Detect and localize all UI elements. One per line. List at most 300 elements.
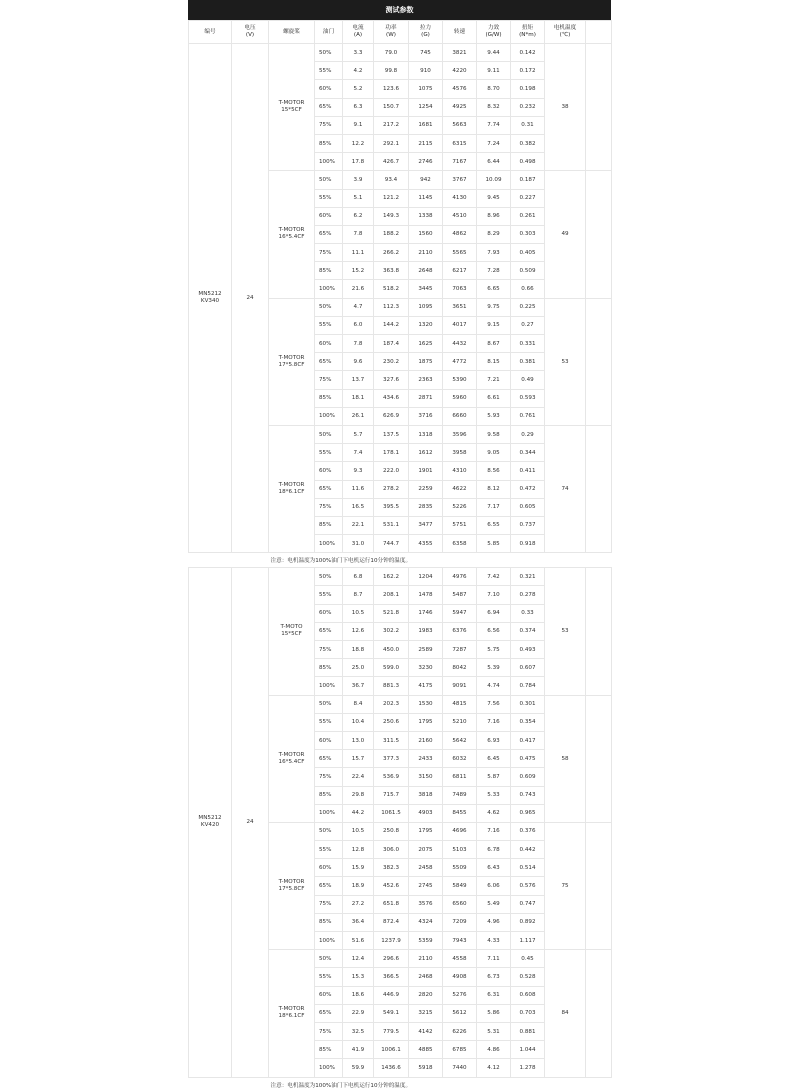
torque-cell: 0.261: [511, 207, 545, 225]
power-cell: 250.6: [374, 713, 409, 731]
efficiency-cell: 8.70: [477, 80, 511, 98]
table-row: [189, 44, 612, 62]
throttle-cell: 60%: [315, 859, 343, 877]
efficiency-cell: 5.33: [477, 786, 511, 804]
rpm-cell: 5276: [443, 986, 477, 1004]
current-cell: 3.9: [343, 171, 374, 189]
current-cell: 9.1: [343, 116, 374, 134]
rpm-cell: 5210: [443, 713, 477, 731]
thrust-cell: 1795: [409, 713, 443, 731]
power-cell: 144.2: [374, 316, 409, 334]
rpm-cell: 4310: [443, 462, 477, 480]
efficiency-cell: 7.16: [477, 713, 511, 731]
torque-cell: 0.498: [511, 153, 545, 171]
header-spacer: [586, 21, 612, 44]
power-cell: 881.3: [374, 677, 409, 695]
torque-cell: 0.593: [511, 389, 545, 407]
rpm-cell: 4510: [443, 207, 477, 225]
motor-temp-cell: 53: [545, 298, 586, 425]
thrust-cell: 2589: [409, 641, 443, 659]
thrust-cell: 1681: [409, 116, 443, 134]
torque-cell: 0.737: [511, 516, 545, 534]
rpm-cell: 6376: [443, 622, 477, 640]
rpm-cell: 3596: [443, 425, 477, 443]
efficiency-cell: 7.24: [477, 134, 511, 152]
header-propeller: 螺旋桨: [269, 21, 315, 44]
current-cell: 32.5: [343, 1022, 374, 1040]
model-cell: MN5212 KV340: [189, 44, 232, 553]
rpm-cell: 4576: [443, 80, 477, 98]
thrust-cell: 3576: [409, 895, 443, 913]
efficiency-cell: 6.56: [477, 622, 511, 640]
propeller-cell: T-MOTOR 15*5CF: [269, 44, 315, 171]
throttle-cell: 85%: [315, 1041, 343, 1059]
efficiency-cell: 5.93: [477, 407, 511, 425]
thrust-cell: 2871: [409, 389, 443, 407]
efficiency-cell: 7.56: [477, 695, 511, 713]
power-cell: 112.3: [374, 298, 409, 316]
current-cell: 36.7: [343, 677, 374, 695]
throttle-cell: 50%: [315, 695, 343, 713]
power-cell: 779.5: [374, 1022, 409, 1040]
thrust-cell: 2110: [409, 950, 443, 968]
motor-temp-cell: 38: [545, 44, 586, 171]
current-cell: 9.3: [343, 462, 374, 480]
torque-cell: 0.784: [511, 677, 545, 695]
thrust-cell: 1075: [409, 80, 443, 98]
table-body: [189, 44, 612, 1092]
current-cell: 11.6: [343, 480, 374, 498]
current-cell: 9.6: [343, 353, 374, 371]
torque-cell: 1.117: [511, 932, 545, 950]
rpm-cell: 9091: [443, 677, 477, 695]
rpm-cell: 7943: [443, 932, 477, 950]
spacer-cell: [586, 425, 612, 552]
power-cell: 162.2: [374, 568, 409, 586]
torque-cell: 0.232: [511, 98, 545, 116]
throttle-cell: 55%: [315, 444, 343, 462]
rpm-cell: 7489: [443, 786, 477, 804]
thrust-cell: 942: [409, 171, 443, 189]
efficiency-cell: 5.75: [477, 641, 511, 659]
current-cell: 12.4: [343, 950, 374, 968]
efficiency-cell: 8.29: [477, 225, 511, 243]
torque-cell: 0.227: [511, 189, 545, 207]
torque-cell: 0.442: [511, 841, 545, 859]
current-cell: 18.8: [343, 641, 374, 659]
throttle-cell: 85%: [315, 786, 343, 804]
torque-cell: 0.29: [511, 425, 545, 443]
power-cell: 599.0: [374, 659, 409, 677]
header-efficiency: 力效 (G/W): [477, 21, 511, 44]
rpm-cell: 4908: [443, 968, 477, 986]
propeller-cell: T-MOTOR 17*5.8CF: [269, 822, 315, 949]
current-cell: 15.9: [343, 859, 374, 877]
rpm-cell: 5849: [443, 877, 477, 895]
throttle-cell: 100%: [315, 1059, 343, 1077]
current-cell: 3.3: [343, 44, 374, 62]
note-row: [189, 1077, 612, 1092]
thrust-cell: 2433: [409, 750, 443, 768]
power-cell: 715.7: [374, 786, 409, 804]
rpm-cell: 5103: [443, 841, 477, 859]
power-cell: 872.4: [374, 913, 409, 931]
header-motor-temp: 电机温度 (℃): [545, 21, 586, 44]
thrust-cell: 2160: [409, 731, 443, 749]
torque-cell: 0.607: [511, 659, 545, 677]
throttle-cell: 60%: [315, 462, 343, 480]
power-cell: 266.2: [374, 244, 409, 262]
throttle-cell: 50%: [315, 425, 343, 443]
rpm-cell: 5947: [443, 604, 477, 622]
thrust-cell: 2468: [409, 968, 443, 986]
thrust-cell: 3445: [409, 280, 443, 298]
thrust-cell: 4355: [409, 535, 443, 553]
rpm-cell: 5751: [443, 516, 477, 534]
power-cell: 306.0: [374, 841, 409, 859]
rpm-cell: 7063: [443, 280, 477, 298]
torque-cell: 0.344: [511, 444, 545, 462]
rpm-cell: 5642: [443, 731, 477, 749]
current-cell: 22.1: [343, 516, 374, 534]
torque-cell: 0.374: [511, 622, 545, 640]
current-cell: 4.2: [343, 62, 374, 80]
torque-cell: 0.417: [511, 731, 545, 749]
torque-cell: 0.475: [511, 750, 545, 768]
power-cell: 137.5: [374, 425, 409, 443]
efficiency-cell: 4.74: [477, 677, 511, 695]
throttle-cell: 55%: [315, 841, 343, 859]
throttle-cell: 75%: [315, 244, 343, 262]
power-cell: 452.6: [374, 877, 409, 895]
efficiency-cell: 5.31: [477, 1022, 511, 1040]
throttle-cell: 60%: [315, 335, 343, 353]
efficiency-cell: 6.94: [477, 604, 511, 622]
power-cell: 149.3: [374, 207, 409, 225]
torque-cell: 0.605: [511, 498, 545, 516]
thrust-cell: 1560: [409, 225, 443, 243]
current-cell: 6.2: [343, 207, 374, 225]
torque-cell: 0.609: [511, 768, 545, 786]
throttle-cell: 65%: [315, 353, 343, 371]
rpm-cell: 4976: [443, 568, 477, 586]
thrust-cell: 2363: [409, 371, 443, 389]
throttle-cell: 55%: [315, 316, 343, 334]
current-cell: 22.9: [343, 1004, 374, 1022]
thrust-cell: 1095: [409, 298, 443, 316]
rpm-cell: 6785: [443, 1041, 477, 1059]
table-title: 测试参数: [188, 0, 611, 20]
throttle-cell: 60%: [315, 986, 343, 1004]
torque-cell: 0.198: [511, 80, 545, 98]
power-cell: 536.9: [374, 768, 409, 786]
thrust-cell: 1746: [409, 604, 443, 622]
efficiency-cell: 9.11: [477, 62, 511, 80]
header-voltage: 电压 (V): [232, 21, 269, 44]
power-cell: 121.2: [374, 189, 409, 207]
efficiency-cell: 6.45: [477, 750, 511, 768]
thrust-cell: 2075: [409, 841, 443, 859]
rpm-cell: 7209: [443, 913, 477, 931]
thrust-cell: 4142: [409, 1022, 443, 1040]
rpm-cell: 3767: [443, 171, 477, 189]
torque-cell: 0.918: [511, 535, 545, 553]
efficiency-cell: 5.39: [477, 659, 511, 677]
rpm-cell: 6358: [443, 535, 477, 553]
torque-cell: 0.608: [511, 986, 545, 1004]
current-cell: 21.6: [343, 280, 374, 298]
current-cell: 59.9: [343, 1059, 374, 1077]
efficiency-cell: 8.56: [477, 462, 511, 480]
current-cell: 18.1: [343, 389, 374, 407]
torque-cell: 0.509: [511, 262, 545, 280]
efficiency-cell: 8.32: [477, 98, 511, 116]
thrust-cell: 1875: [409, 353, 443, 371]
thrust-cell: 4885: [409, 1041, 443, 1059]
current-cell: 12.8: [343, 841, 374, 859]
efficiency-cell: 9.45: [477, 189, 511, 207]
torque-cell: 0.472: [511, 480, 545, 498]
temperature-note: 注意：电机温度为100%油门下电机运行10分钟的温度。: [270, 1082, 412, 1089]
thrust-cell: 1320: [409, 316, 443, 334]
efficiency-cell: 5.86: [477, 1004, 511, 1022]
power-cell: 446.9: [374, 986, 409, 1004]
power-cell: 208.1: [374, 586, 409, 604]
throttle-cell: 85%: [315, 659, 343, 677]
power-cell: 311.5: [374, 731, 409, 749]
power-cell: 188.2: [374, 225, 409, 243]
rpm-cell: 7440: [443, 1059, 477, 1077]
current-cell: 6.8: [343, 568, 374, 586]
thrust-cell: 1478: [409, 586, 443, 604]
efficiency-cell: 6.06: [477, 877, 511, 895]
thrust-cell: 3230: [409, 659, 443, 677]
power-cell: 217.2: [374, 116, 409, 134]
throttle-cell: 85%: [315, 134, 343, 152]
power-cell: 150.7: [374, 98, 409, 116]
rpm-cell: 4622: [443, 480, 477, 498]
throttle-cell: 100%: [315, 535, 343, 553]
torque-cell: 1.044: [511, 1041, 545, 1059]
torque-cell: 1.278: [511, 1059, 545, 1077]
torque-cell: 0.142: [511, 44, 545, 62]
rpm-cell: 4017: [443, 316, 477, 334]
power-cell: 651.8: [374, 895, 409, 913]
thrust-cell: 3716: [409, 407, 443, 425]
header-row: [189, 21, 612, 44]
throttle-cell: 75%: [315, 1022, 343, 1040]
efficiency-cell: 9.75: [477, 298, 511, 316]
throttle-cell: 85%: [315, 516, 343, 534]
rpm-cell: 6660: [443, 407, 477, 425]
torque-cell: 0.278: [511, 586, 545, 604]
rpm-cell: 4925: [443, 98, 477, 116]
rpm-cell: 6811: [443, 768, 477, 786]
torque-cell: 0.303: [511, 225, 545, 243]
power-cell: 202.3: [374, 695, 409, 713]
throttle-cell: 100%: [315, 407, 343, 425]
current-cell: 13.0: [343, 731, 374, 749]
efficiency-cell: 8.15: [477, 353, 511, 371]
rpm-cell: 4558: [443, 950, 477, 968]
efficiency-cell: 7.42: [477, 568, 511, 586]
torque-cell: 0.881: [511, 1022, 545, 1040]
throttle-cell: 85%: [315, 262, 343, 280]
note-row: [189, 553, 612, 568]
note-spacer: [189, 553, 269, 568]
efficiency-cell: 6.65: [477, 280, 511, 298]
current-cell: 13.7: [343, 371, 374, 389]
throttle-cell: 50%: [315, 568, 343, 586]
torque-cell: 0.743: [511, 786, 545, 804]
power-cell: 395.5: [374, 498, 409, 516]
thrust-cell: 2110: [409, 244, 443, 262]
rpm-cell: 4696: [443, 822, 477, 840]
efficiency-cell: 7.21: [477, 371, 511, 389]
efficiency-cell: 5.49: [477, 895, 511, 913]
voltage-cell: 24: [232, 568, 269, 1077]
throttle-cell: 100%: [315, 932, 343, 950]
efficiency-cell: 8.96: [477, 207, 511, 225]
spacer-cell: [586, 822, 612, 949]
current-cell: 15.3: [343, 968, 374, 986]
current-cell: 29.8: [343, 786, 374, 804]
thrust-cell: 2746: [409, 153, 443, 171]
current-cell: 17.8: [343, 153, 374, 171]
thrust-cell: 1145: [409, 189, 443, 207]
power-cell: 99.8: [374, 62, 409, 80]
current-cell: 27.2: [343, 895, 374, 913]
power-cell: 382.3: [374, 859, 409, 877]
thrust-cell: 2835: [409, 498, 443, 516]
current-cell: 22.4: [343, 768, 374, 786]
rpm-cell: 6226: [443, 1022, 477, 1040]
thrust-cell: 5359: [409, 932, 443, 950]
throttle-cell: 100%: [315, 280, 343, 298]
current-cell: 6.3: [343, 98, 374, 116]
thrust-cell: 1338: [409, 207, 443, 225]
header-rpm: 转速: [443, 21, 477, 44]
throttle-cell: 75%: [315, 895, 343, 913]
spacer-cell: [586, 171, 612, 298]
power-cell: 178.1: [374, 444, 409, 462]
throttle-cell: 50%: [315, 298, 343, 316]
torque-cell: 0.376: [511, 822, 545, 840]
throttle-cell: 65%: [315, 225, 343, 243]
thrust-cell: 5918: [409, 1059, 443, 1077]
torque-cell: 0.528: [511, 968, 545, 986]
throttle-cell: 50%: [315, 822, 343, 840]
power-cell: 744.7: [374, 535, 409, 553]
thrust-cell: 2648: [409, 262, 443, 280]
thrust-cell: 3818: [409, 786, 443, 804]
thrust-cell: 2820: [409, 986, 443, 1004]
power-cell: 79.0: [374, 44, 409, 62]
torque-cell: 0.411: [511, 462, 545, 480]
power-cell: 1006.1: [374, 1041, 409, 1059]
throttle-cell: 60%: [315, 80, 343, 98]
torque-cell: 0.33: [511, 604, 545, 622]
power-cell: 1061.5: [374, 804, 409, 822]
throttle-cell: 50%: [315, 44, 343, 62]
thrust-cell: 4324: [409, 913, 443, 931]
efficiency-cell: 6.43: [477, 859, 511, 877]
power-cell: 626.9: [374, 407, 409, 425]
spacer-cell: [586, 950, 612, 1077]
throttle-cell: 65%: [315, 480, 343, 498]
current-cell: 16.5: [343, 498, 374, 516]
thrust-cell: 3215: [409, 1004, 443, 1022]
thrust-cell: 3477: [409, 516, 443, 534]
efficiency-cell: 7.11: [477, 950, 511, 968]
thrust-cell: 2458: [409, 859, 443, 877]
power-cell: 363.8: [374, 262, 409, 280]
torque-cell: 0.187: [511, 171, 545, 189]
power-cell: 327.6: [374, 371, 409, 389]
thrust-cell: 910: [409, 62, 443, 80]
power-cell: 531.1: [374, 516, 409, 534]
rpm-cell: 7167: [443, 153, 477, 171]
model-cell: MN5212 KV420: [189, 568, 232, 1077]
rpm-cell: 3958: [443, 444, 477, 462]
thrust-cell: 3150: [409, 768, 443, 786]
torque-cell: 0.301: [511, 695, 545, 713]
thrust-cell: 1254: [409, 98, 443, 116]
thrust-cell: 745: [409, 44, 443, 62]
torque-cell: 0.892: [511, 913, 545, 931]
power-cell: 1436.6: [374, 1059, 409, 1077]
throttle-cell: 65%: [315, 750, 343, 768]
rpm-cell: 5612: [443, 1004, 477, 1022]
thrust-cell: 2745: [409, 877, 443, 895]
efficiency-cell: 9.05: [477, 444, 511, 462]
efficiency-cell: 7.28: [477, 262, 511, 280]
power-cell: 278.2: [374, 480, 409, 498]
power-cell: 230.2: [374, 353, 409, 371]
torque-cell: 0.45: [511, 950, 545, 968]
current-cell: 6.0: [343, 316, 374, 334]
thrust-cell: 4175: [409, 677, 443, 695]
throttle-cell: 55%: [315, 189, 343, 207]
efficiency-cell: 4.96: [477, 913, 511, 931]
throttle-cell: 55%: [315, 586, 343, 604]
propeller-cell: T-MOTOR 18*6.1CF: [269, 950, 315, 1077]
efficiency-cell: 4.33: [477, 932, 511, 950]
power-cell: 250.8: [374, 822, 409, 840]
current-cell: 8.4: [343, 695, 374, 713]
torque-cell: 0.381: [511, 353, 545, 371]
thrust-cell: 2259: [409, 480, 443, 498]
current-cell: 18.6: [343, 986, 374, 1004]
rpm-cell: 4220: [443, 62, 477, 80]
torque-cell: 0.576: [511, 877, 545, 895]
motor-temp-cell: 74: [545, 425, 586, 552]
spacer-cell: [586, 568, 612, 695]
spacer-cell: [586, 298, 612, 425]
propeller-cell: T-MOTOR 16*5.4CF: [269, 695, 315, 822]
throttle-cell: 85%: [315, 913, 343, 931]
torque-cell: 0.493: [511, 641, 545, 659]
torque-cell: 0.514: [511, 859, 545, 877]
rpm-cell: 6032: [443, 750, 477, 768]
throttle-cell: 60%: [315, 207, 343, 225]
efficiency-cell: 7.74: [477, 116, 511, 134]
rpm-cell: 3821: [443, 44, 477, 62]
rpm-cell: 8455: [443, 804, 477, 822]
throttle-cell: 100%: [315, 804, 343, 822]
torque-cell: 0.27: [511, 316, 545, 334]
motor-temp-cell: 75: [545, 822, 586, 949]
